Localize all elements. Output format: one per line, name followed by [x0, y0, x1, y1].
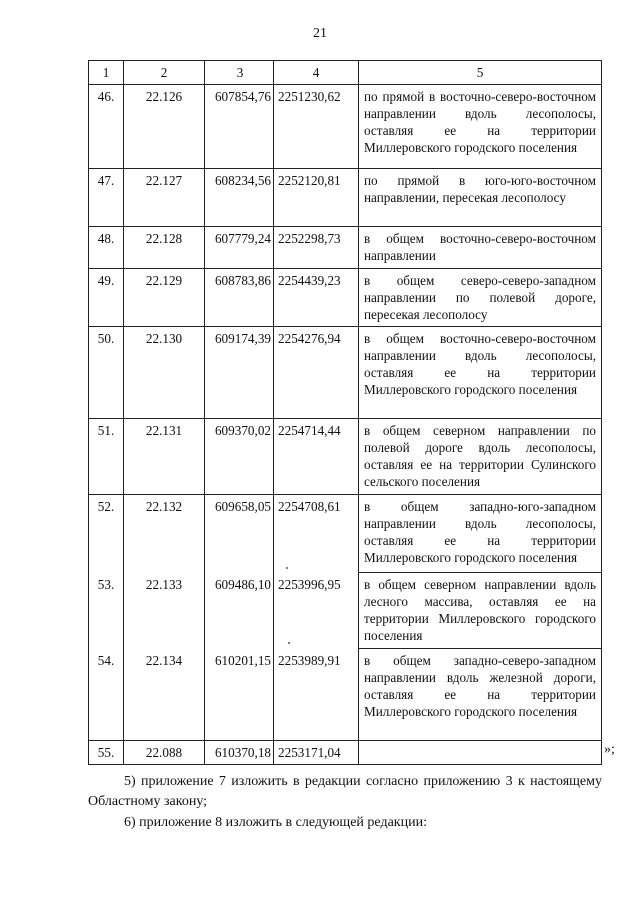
- coord-y: 2254714,44: [274, 419, 359, 495]
- row-number: 52.: [89, 495, 124, 573]
- table-header-row: [89, 61, 602, 85]
- table-row: [89, 495, 602, 573]
- row-number: 55.: [89, 741, 124, 765]
- point-id: 22.130: [124, 327, 205, 419]
- boundary-description: в общем северном направлении по полевой дороге вдоль лесополосы, оставляя ее на территории Сулинского сельского поселения: [359, 419, 602, 495]
- row-number: 51.: [89, 419, 124, 495]
- coord-x: 610201,15: [205, 649, 274, 741]
- boundary-description: в общем западно-северо-западном направлении вдоль железной дороги, оставляя ее на территории Миллеровского городского поселения: [359, 649, 602, 741]
- header-col-3: 3: [205, 61, 274, 85]
- boundary-coordinates-table: [88, 60, 602, 765]
- row-number: 48.: [89, 227, 124, 269]
- page-number: 21: [313, 26, 327, 41]
- table-row: [89, 741, 602, 765]
- point-id: 22.131: [124, 419, 205, 495]
- table-row: [89, 573, 602, 649]
- coord-x: 609658,05: [205, 495, 274, 573]
- point-id: 22.127: [124, 169, 205, 227]
- boundary-description: [359, 741, 602, 765]
- coord-y: 2251230,62: [274, 85, 359, 169]
- boundary-description: в общем восточно-северо-восточном направлении вдоль лесополосы, оставляя ее на территории Миллеровского городского поселения: [359, 327, 602, 419]
- coord-x: 609486,10: [205, 573, 274, 649]
- coord-y: 2254439,23: [274, 269, 359, 327]
- point-id: 22.126: [124, 85, 205, 169]
- row-number: 50.: [89, 327, 124, 419]
- boundary-description: в общем западно-юго-западном направлении вдоль лесополосы, оставляя ее на территории Миллеровского городского поселения: [359, 495, 602, 573]
- point-id: 22.088: [124, 741, 205, 765]
- amendment-paragraph-5: 5) приложение 7 изложить в редакции согласно приложению 3 к настоящему Областному закону;: [88, 774, 602, 809]
- coord-x: 607854,76: [205, 85, 274, 169]
- table-row: [89, 227, 602, 269]
- coord-y: 2253989,91: [274, 649, 359, 741]
- row-number: 54.: [89, 649, 124, 741]
- coord-x: 609370,02: [205, 419, 274, 495]
- table-row: [89, 269, 602, 327]
- coord-y: 2254708,61: [274, 495, 359, 573]
- coord-x: 607779,24: [205, 227, 274, 269]
- amendment-paragraph-6: 6) приложение 8 изложить в следующей редакции:: [124, 815, 427, 830]
- coord-y: 2252298,73: [274, 227, 359, 269]
- coord-x: 610370,18: [205, 741, 274, 765]
- point-id: 22.129: [124, 269, 205, 327]
- table-row: [89, 327, 602, 419]
- row-number: 49.: [89, 269, 124, 327]
- scan-speck: [288, 642, 290, 644]
- coord-x: 608234,56: [205, 169, 274, 227]
- point-id: 22.132: [124, 495, 205, 573]
- boundary-description: по прямой в восточно-северо-восточном направлении вдоль лесополосы, оставляя ее на территории Миллеровского городского поселения: [359, 85, 602, 169]
- table-row: [89, 419, 602, 495]
- coord-y: 2252120,81: [274, 169, 359, 227]
- boundary-description: в общем северном направлении вдоль лесного массива, оставляя ее на территории Миллеровского городского поселения: [359, 573, 602, 649]
- header-col-4: 4: [274, 61, 359, 85]
- row-number: 47.: [89, 169, 124, 227]
- point-id: 22.134: [124, 649, 205, 741]
- row-number: 46.: [89, 85, 124, 169]
- coord-y: 2253996,95: [274, 573, 359, 649]
- table-row: [89, 169, 602, 227]
- point-id: 22.133: [124, 573, 205, 649]
- closing-quote-mark: »;: [604, 742, 615, 757]
- boundary-description: по прямой в юго-юго-восточном направлении, пересекая лесополосу: [359, 169, 602, 227]
- table-row: [89, 85, 602, 169]
- row-number: 53.: [89, 573, 124, 649]
- point-id: 22.128: [124, 227, 205, 269]
- header-col-1: 1: [89, 61, 124, 85]
- scan-speck: [286, 567, 288, 569]
- header-col-5: 5: [359, 61, 602, 85]
- header-col-2: 2: [124, 61, 205, 85]
- coord-y: 2253171,04: [274, 741, 359, 765]
- boundary-description: в общем восточно-северо-восточном направлении: [359, 227, 602, 269]
- boundary-description: в общем северо-северо-западном направлении по полевой дороге, пересекая лесополосу: [359, 269, 602, 327]
- table-row: [89, 649, 602, 741]
- coord-x: 608783,86: [205, 269, 274, 327]
- coord-y: 2254276,94: [274, 327, 359, 419]
- coord-x: 609174,39: [205, 327, 274, 419]
